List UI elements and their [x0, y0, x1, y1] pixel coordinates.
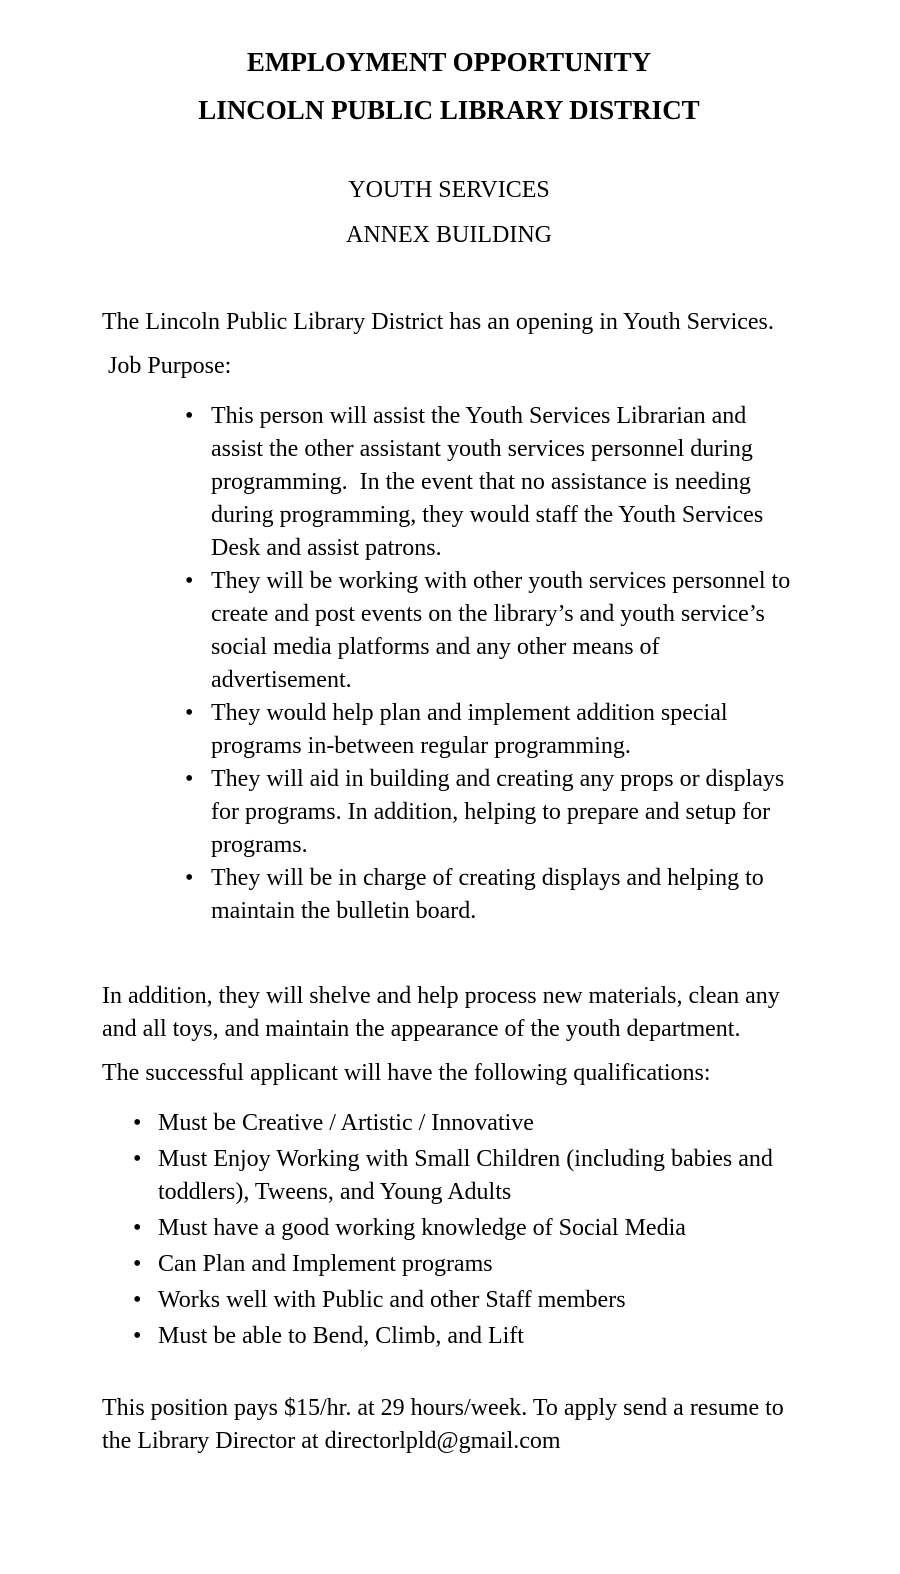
intro-paragraph: The Lincoln Public Library District has an opening in Youth Services. [102, 309, 774, 335]
document-title-line-2: LINCOLN PUBLIC LIBRARY DISTRICT [198, 95, 700, 125]
job-purpose-item-4: • They will aid in building and creating any props or displays for programs. In addition, helping to prepare and setup for programs. [211, 763, 796, 862]
qualifications-list [102, 1107, 796, 1353]
document-subtitle-line-1: YOUTH SERVICES [348, 177, 550, 203]
job-purpose-item-2: • They will be working with other youth services personnel to create and post events on the library’s and youth service’s social media platforms and any other means of advertisement. [211, 565, 796, 697]
qualification-item-4: • Can Plan and Implement programs [158, 1248, 796, 1281]
document-title-line-1: EMPLOYMENT OPPORTUNITY [246, 47, 652, 77]
job-purpose-item-3: • They would help plan and implement addition special programs in-between regular programming. [211, 697, 796, 763]
qualifications-intro: The successful applicant will have the following qualifications: [102, 1060, 711, 1086]
job-purpose-list [102, 400, 796, 928]
job-purpose-item-1: • This person will assist the Youth Services Librarian and assist the other assistant youth services personnel during programming. In the event that no assistance is needing during programming, they would staff the Youth Services Desk and assist patrons. [211, 400, 796, 565]
job-purpose-label: Job Purpose: [102, 353, 232, 379]
closing-paragraph: This position pays $15/hr. at 29 hours/week. To apply send a resume to the Library Director at directorlpld@gmail.com [102, 1395, 790, 1454]
qualification-item-6: • Must be able to Bend, Climb, and Lift [158, 1320, 796, 1353]
additional-duties-paragraph: In addition, they will shelve and help process new materials, clean any and all toys, and maintain the appearance of the youth department. [102, 983, 786, 1042]
qualification-item-2: • Must Enjoy Working with Small Children (including babies and toddlers), Tweens, and Young Adults [158, 1143, 796, 1209]
job-purpose-item-5: • They will be in charge of creating displays and helping to maintain the bulletin board. [211, 862, 796, 928]
qualification-item-1: • Must be Creative / Artistic / Innovative [158, 1107, 796, 1140]
document-subtitle-line-2: ANNEX BUILDING [346, 222, 552, 248]
qualification-item-5: • Works well with Public and other Staff members [158, 1284, 796, 1317]
qualification-item-3: • Must have a good working knowledge of Social Media [158, 1212, 796, 1245]
